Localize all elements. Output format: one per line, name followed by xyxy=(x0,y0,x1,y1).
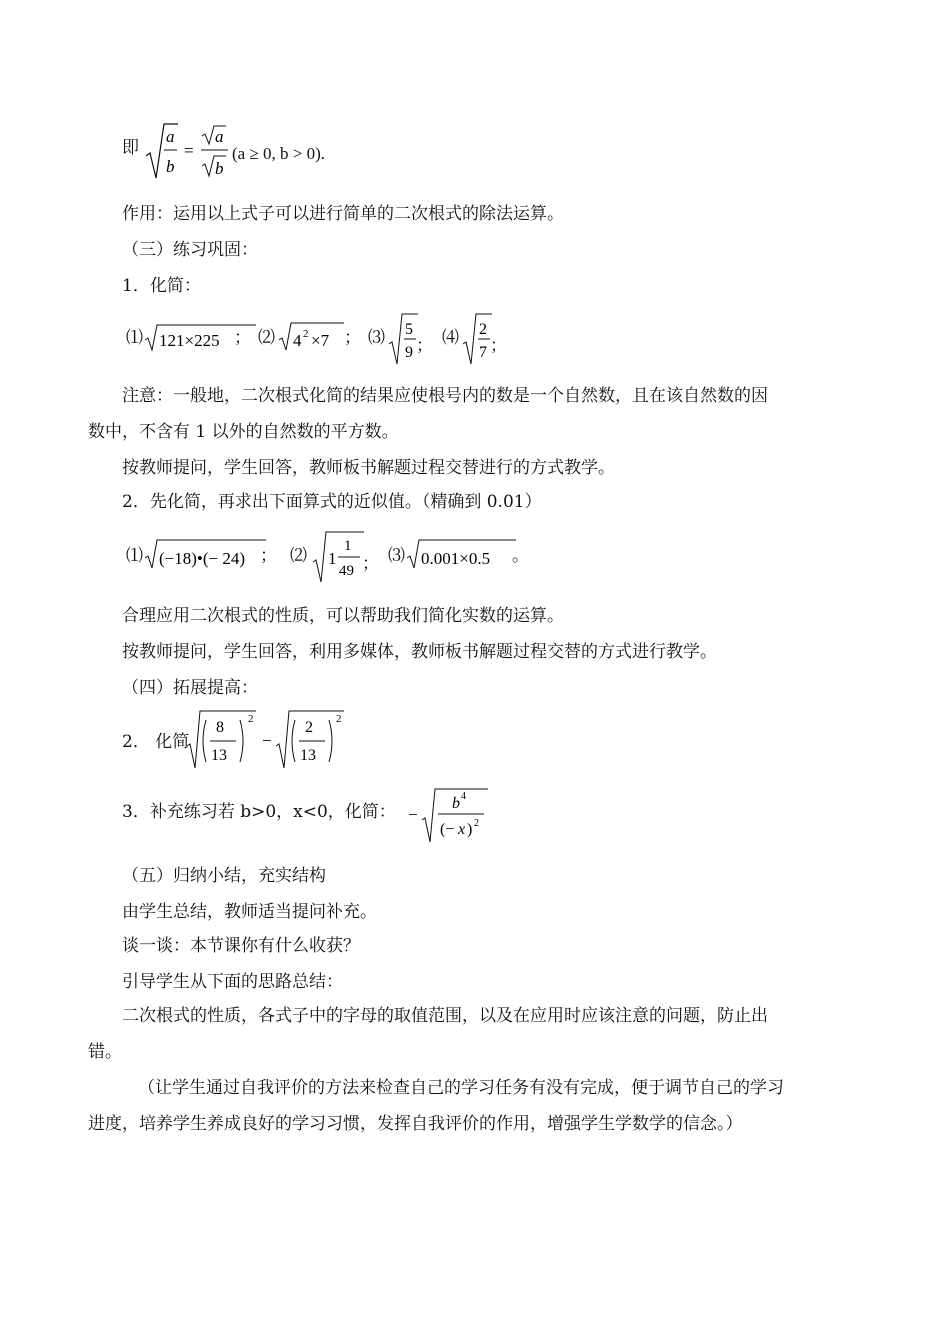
svg-text:4: 4 xyxy=(293,331,302,350)
svg-text:13: 13 xyxy=(300,747,316,764)
extension-3-expression xyxy=(406,786,490,846)
expr-sqrt-4sq-x7 xyxy=(278,318,354,354)
expr-sqrt-0001x05 xyxy=(406,536,526,572)
apply-text: 合理应用二次根式的性质，可以帮助我们简化实数的运算。 xyxy=(122,606,564,626)
svg-text:1: 1 xyxy=(344,538,352,554)
svg-text:1: 1 xyxy=(328,549,337,568)
property-line-2: 错。 xyxy=(88,1042,122,1062)
svg-text:8: 8 xyxy=(216,719,224,736)
item-number: ⑴ xyxy=(126,546,143,565)
svg-text:9: 9 xyxy=(405,344,413,361)
svg-text:a: a xyxy=(166,127,175,146)
property-line-1: 二次根式的性质，各式子中的字母的取值范围，以及在应用时应该注意的问题，防止出 xyxy=(122,1006,768,1026)
quotient-rule-formula xyxy=(144,120,244,184)
evaluation-line-2: 进度，培养学生养成良好的学习习惯，发挥自我评价的作用，增强学生学数学的信念。） xyxy=(88,1114,743,1134)
section-3-title: （三）练习巩固： xyxy=(122,240,258,260)
svg-text:2: 2 xyxy=(336,713,342,725)
section-4-title: （四）拓展提高： xyxy=(122,678,258,698)
svg-text:=: = xyxy=(184,141,194,160)
extension-3-label: 3．补充练习若 b>0，x<0，化简： xyxy=(122,802,396,822)
svg-text:2: 2 xyxy=(474,818,479,829)
svg-text:): ) xyxy=(467,821,473,838)
exercise-1-title: 1．化简： xyxy=(122,276,201,296)
section-5-title: （五）归纳小结，充实结构 xyxy=(122,866,326,886)
quotient-rule-condition: (a ≥ 0, b > 0). xyxy=(232,144,326,163)
item-number: ⑷ xyxy=(442,328,459,347)
svg-text:−: − xyxy=(408,805,418,824)
exercise-1-items: ⑴ 121×225 ； ⑵ 4 2 ×7 ； ⑶ 5 9 ； ⑷ 2 7 ； xyxy=(126,312,526,368)
teaching-method-2: 按教师提问，学生回答，利用多媒体，教师板书解题过程交替的方式进行教学。 xyxy=(122,642,717,662)
item-number: ⑴ xyxy=(126,328,143,347)
svg-text:0.001×0.5: 0.001×0.5 xyxy=(421,549,491,568)
svg-text:121×225: 121×225 xyxy=(159,331,220,350)
svg-text:a: a xyxy=(215,127,224,146)
svg-text:2: 2 xyxy=(303,328,309,340)
svg-text:7: 7 xyxy=(479,344,487,361)
svg-text:4: 4 xyxy=(461,791,466,802)
note-line-1: 注意：一般地，二次根式化简的结果应使根号内的数是一个自然数，且在该自然数的因 xyxy=(122,386,768,406)
expr-sqrt-1-1-49 xyxy=(312,530,368,586)
item-number: ⑵ xyxy=(290,546,307,565)
svg-text:x: x xyxy=(458,821,466,838)
svg-text:(−18)•(− 24): (−18)•(− 24) xyxy=(159,549,246,568)
exercise-2-items: ⑴ (−18)•(− 24) ； ⑵ 1 1 49 ； ⑶ 0.001×0.5 。 xyxy=(126,530,546,586)
svg-text:13: 13 xyxy=(211,747,227,764)
exercise-2-title: 2．先化简，再求出下面算式的近似值。（精确到 0.01） xyxy=(122,492,542,512)
extension-2-label: 2． 化简 xyxy=(122,732,190,752)
svg-text:b: b xyxy=(166,157,175,176)
svg-text:b: b xyxy=(215,159,224,178)
summary-line-3: 引导学生从下面的思路总结： xyxy=(122,972,343,992)
summary-line-1: 由学生总结，教师适当提问补充。 xyxy=(122,902,377,922)
svg-text:−: − xyxy=(262,731,272,750)
summary-line-2: 谈一谈：本节课你有什么收获？ xyxy=(122,936,360,956)
svg-text:b: b xyxy=(452,795,460,812)
teaching-method-1: 按教师提问，学生回答，教师板书解题过程交替进行的方式教学。 xyxy=(122,458,615,478)
expr-sqrt-neg18-neg24 xyxy=(144,536,270,572)
svg-text:5: 5 xyxy=(405,321,413,338)
svg-text:×7: ×7 xyxy=(311,331,330,350)
extension-2-expression xyxy=(186,708,346,772)
svg-text:2: 2 xyxy=(248,713,254,725)
note-line-2: 数中，不含有 1 以外的自然数的平方数。 xyxy=(88,422,399,442)
svg-text:(−: (− xyxy=(440,821,455,838)
item-number: ⑵ xyxy=(258,328,275,347)
evaluation-line-1: （让学生通过自我评价的方法来检查自己的学习任务有没有完成，便于调节自己的学习 xyxy=(138,1078,784,1098)
svg-text:2: 2 xyxy=(305,719,313,736)
item-number: ⑶ xyxy=(368,328,385,347)
quotient-rule-prefix: 即 xyxy=(122,138,139,158)
svg-text:49: 49 xyxy=(339,563,354,579)
item-number: ⑶ xyxy=(388,546,405,565)
effect-text: 作用：运用以上式子可以进行简单的二次根式的除法运算。 xyxy=(122,204,564,224)
svg-text:2: 2 xyxy=(479,321,487,338)
